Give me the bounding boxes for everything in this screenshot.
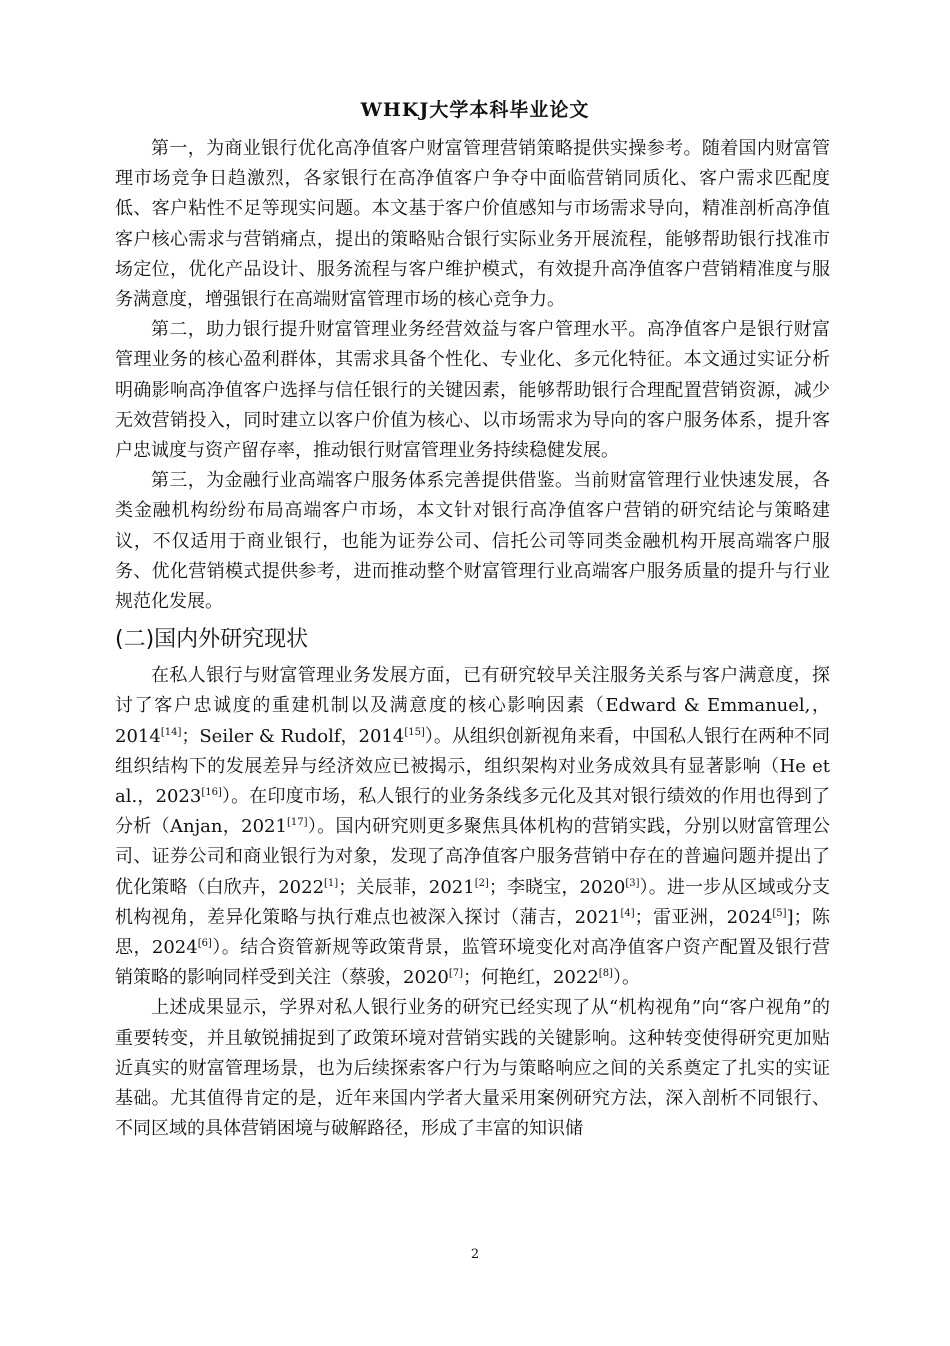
review-text-6: ；关辰菲，2021: [338, 876, 475, 898]
review-text-13: ）。: [612, 967, 640, 989]
paragraph-significance-1: 第一，为商业银行优化高净值客户财富管理营销策略提供实操参考。随着国内财富管理市场竞争日趋激烈，各家银行在高净值客户争夺中面临营销同质化、客户需求匹配度低、客户粘性不足等现实问题。本文基于客户价值感知与市场需求导向，精准剖析高净值客户核心需求与营销痛点，提出的策略贴合银行实际业务开展流程，能够帮助银行找准市场定位，优化产品设计、服务流程与客户维护模式，有效提升高净值客户营销精准度与服务满意度，增强银行在高端财富管理市场的核心竞争力。: [115, 138, 830, 311]
citation-7: [7]: [448, 968, 463, 980]
paragraph-significance-3: 第三，为金融行业高端客户服务体系完善提供借鉴。当前财富管理行业快速发展，各类金融机构纷纷布局高端客户市场，本文针对银行高净值客户营销的研究结论与策略建议，不仅适用于商业银行，也能为证券公司、信托公司等同类金融机构开展高端客户服务、优化营销模式提供参考，进而推动整个财富管理行业高端客户服务质量的提升与行业规范化发展。: [115, 470, 830, 613]
citation-16: [16]: [201, 787, 222, 799]
review-text-7: ；李晓宝，2020: [488, 876, 626, 898]
review-text-5: ）。国内研究则更多聚焦具体机构的营销实践，分别以财富管理公司、证券公司和商业银行为对象，发现了高净值客户服务营销中存在的普遍问题并提出了优化策略（白欣卉，2022: [115, 816, 830, 898]
paragraph-significance-2: 第二，助力银行提升财富管理业务经营效益与客户管理水平。高净值客户是银行财富管理业务的核心盈利群体，其需求具备个性化、专业化、多元化特征。本文通过实证分析明确影响高净值客户选择与信任银行的关键因素，能够帮助银行合理配置营销资源，减少无效营销投入，同时建立以客户价值为核心、以市场需求为导向的客户服务体系，提升客户忠诚度与资产留存率，推动银行财富管理业务持续稳健发展。: [115, 319, 830, 462]
citation-6: [6]: [197, 938, 212, 950]
section-heading: (二)国内外研究现状: [115, 627, 309, 653]
paragraph-review-summary: 上述成果显示，学界对私人银行业务的研究已经实现了从“机构视角”向“客户视角”的重要转变，并且敏锐捕捉到了政策环境对营销实践的关键影响。这种转变使得研究更加贴近真实的财富管理场景，也为后续探索客户行为与策略响应之间的关系奠定了扎实的实证基础。尤其值得肯定的是，近年来国内学者大量采用案例研究方法，深入剖析不同银行、不同区域的具体营销困境与破解路径，形成了丰富的知识储: [115, 997, 830, 1140]
page-header: WHKJ大学本科毕业论文: [360, 99, 590, 121]
review-text-1: 在私人银行与财富管理业务发展方面，已有研究较早关注服务关系与客户满意度，探讨了客户忠诚度的重建机制以及满意度的核心影响因素（Edward & Emmanuel,，2014: [115, 665, 830, 747]
review-text-11: ）。结合资管新规等政策背景，监管环境变化对高净值客户资产配置及银行营销策略的影响同样受到关注（蔡骏，2020: [115, 937, 830, 989]
citation-17: [17]: [286, 817, 308, 829]
review-text-8: ）。进一步从区域或分支机构视角，差异化策略与执行难点也被深入探讨（蒲吉，2021: [115, 876, 830, 928]
page-number: 2: [470, 1247, 480, 1262]
citation-8: [8]: [598, 968, 613, 980]
review-text-12: ；何艳红，2022: [462, 967, 599, 989]
review-text-3: ）。从组织创新视角来看，中国私人银行在两种不同组织结构下的发展差异与经济效应已被揭示，组织架构对业务成效具有显著影响（He et al.，2023: [115, 725, 831, 808]
review-text-4: ）。在印度市场，私人银行的业务条线多元化及其对银行绩效的作用也得到了分析（Anjan，2021: [115, 786, 830, 838]
citation-3: [3]: [625, 877, 640, 889]
citation-4: [4]: [620, 907, 635, 919]
citation-15: [15]: [404, 726, 425, 738]
review-text-2: ；Seiler & Rudolf，2014: [181, 725, 405, 747]
paragraph-literature-review: [115, 661, 830, 993]
body-text: [115, 134, 830, 1145]
review-text-10: ]；陈思，2024: [115, 906, 830, 959]
citation-5: [5]: [772, 907, 787, 919]
citation-1: [1]: [324, 877, 339, 889]
citation-2: [2]: [474, 877, 489, 889]
citation-14: [14]: [160, 726, 182, 738]
review-text-9: ；雷亚洲，2024: [634, 906, 773, 928]
